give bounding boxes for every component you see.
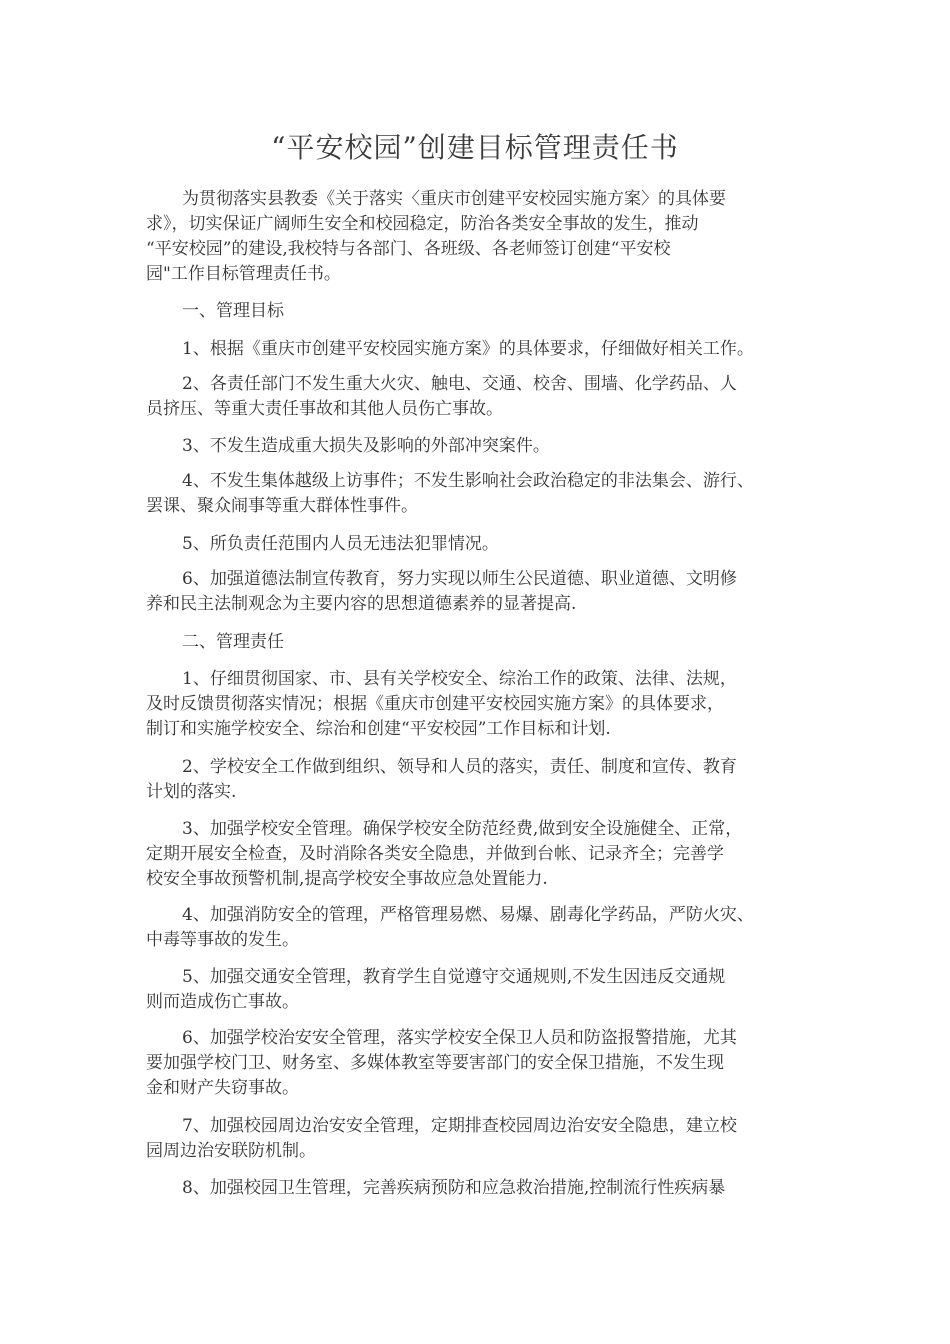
paragraph-line: 3、不发生造成重大损失及影响的外部冲突案件。 [182, 436, 550, 456]
goal-item-1 [146, 337, 826, 362]
responsibility-item-7 [146, 1114, 826, 1164]
document-title: “平安校园”创建目标管理责任书 [271, 131, 679, 164]
paragraph-line: 及时反馈贯彻落实情况；根据《重庆市创建平安校园实施方案》的具体要求， [146, 694, 724, 714]
paragraph-line: 为贯彻落实县教委《关于落实〈重庆市创建平安校园实施方案〉的具体要 [182, 189, 726, 209]
paragraph-line: 计划的落实. [146, 782, 237, 802]
paragraph-line: 2、学校安全工作做到组织、领导和人员的落实，责任、制度和宣传、教育 [182, 757, 737, 777]
paragraph-line: 园周边治安联防机制。 [146, 1141, 316, 1161]
responsibility-item-4 [146, 903, 826, 953]
paragraph-line: 养和民主法制观念为主要内容的思想道德素养的显著提高. [146, 594, 577, 614]
paragraph-line: 1、根据《重庆市创建平安校园实施方案》的具体要求，仔细做好相关工作。 [182, 339, 754, 359]
responsibility-item-2 [146, 755, 826, 805]
paragraph-intro [146, 187, 826, 287]
section-heading-goals [146, 299, 826, 324]
goal-item-4 [146, 469, 826, 519]
section-heading: 一、管理目标 [182, 301, 284, 321]
paragraph-line: 1、仔细贯彻国家、市、县有关学校安全、综治工作的政策、法律、法规， [182, 669, 737, 689]
responsibility-item-1 [146, 667, 826, 742]
section-heading-responsibilities [146, 630, 826, 655]
paragraph-line: 校安全事故预警机制,提高学校安全事故应急处置能力. [146, 869, 548, 889]
paragraph-line: 8、加强校园卫生管理，完善疾病预防和应急救治措施,控制流行性疾病暴 [182, 1178, 726, 1198]
paragraph-line: 园"工作目标管理责任书。 [146, 264, 341, 284]
paragraph-line: 罢课、聚众闹事等重大群体性事件。 [146, 496, 418, 516]
responsibility-item-8 [146, 1176, 826, 1201]
goal-item-2 [146, 372, 826, 422]
responsibility-item-5 [146, 965, 826, 1015]
paragraph-line: 2、各责任部门不发生重大火灾、触电、交通、校舍、围墙、化学药品、人 [182, 374, 737, 394]
paragraph-line: 员挤压、等重大责任事故和其他人员伤亡事故。 [146, 399, 503, 419]
paragraph-line: 7、加强校园周边治安安全管理，定期排查校园周边治安安全隐患，建立校 [182, 1116, 737, 1136]
paragraph-line: 金和财产失窃事故。 [146, 1078, 299, 1098]
paragraph-line: “平安校园”的建设,我校特与各部门、各班级、各老师签订创建“平安校 [146, 239, 671, 259]
paragraph-line: 4、不发生集体越级上访事件；不发生影响社会政治稳定的非法集会、游行、 [182, 471, 754, 491]
responsibility-item-6 [146, 1026, 826, 1101]
goal-item-5 [146, 532, 826, 557]
paragraph-line: 6、加强学校治安安全管理，落实学校安全保卫人员和防盗报警措施，尤其 [182, 1028, 737, 1048]
responsibility-item-3 [146, 817, 826, 892]
paragraph-line: 5、加强交通安全管理，教育学生自觉遵守交通规则,不发生因违反交通规 [182, 967, 726, 987]
section-heading: 二、管理责任 [182, 632, 284, 652]
paragraph-line: 4、加强消防安全的管理，严格管理易燃、易爆、剧毒化学药品，严防火灾、 [182, 905, 754, 925]
paragraph-line: 中毒等事故的发生。 [146, 930, 299, 950]
paragraph-line: 3、加强学校安全管理。确保学校安全防范经费,做到安全设施健全、正常， [182, 819, 743, 839]
paragraph-line: 则而造成伤亡事故。 [146, 992, 299, 1012]
paragraph-line: 5、所负责任范围内人员无违法犯罪情况。 [182, 534, 499, 554]
paragraph-line: 6、加强道德法制宣传教育，努力实现以师生公民道德、职业道德、文明修 [182, 569, 737, 589]
goal-item-6 [146, 567, 826, 617]
paragraph-line: 制订和实施学校安全、综治和创建“平安校园”工作目标和计划. [146, 719, 611, 739]
paragraph-line: 求》，切实保证广阔师生安全和校园稳定，防治各类安全事故的发生，推动 [146, 214, 699, 234]
goal-item-3 [146, 434, 826, 459]
paragraph-line: 要加强学校门卫、财务室、多媒体教室等要害部门的安全保卫措施，不发生现 [146, 1053, 724, 1073]
paragraph-line: 定期开展安全检查，及时消除各类安全隐患，并做到台帐、记录齐全；完善学 [146, 844, 724, 864]
